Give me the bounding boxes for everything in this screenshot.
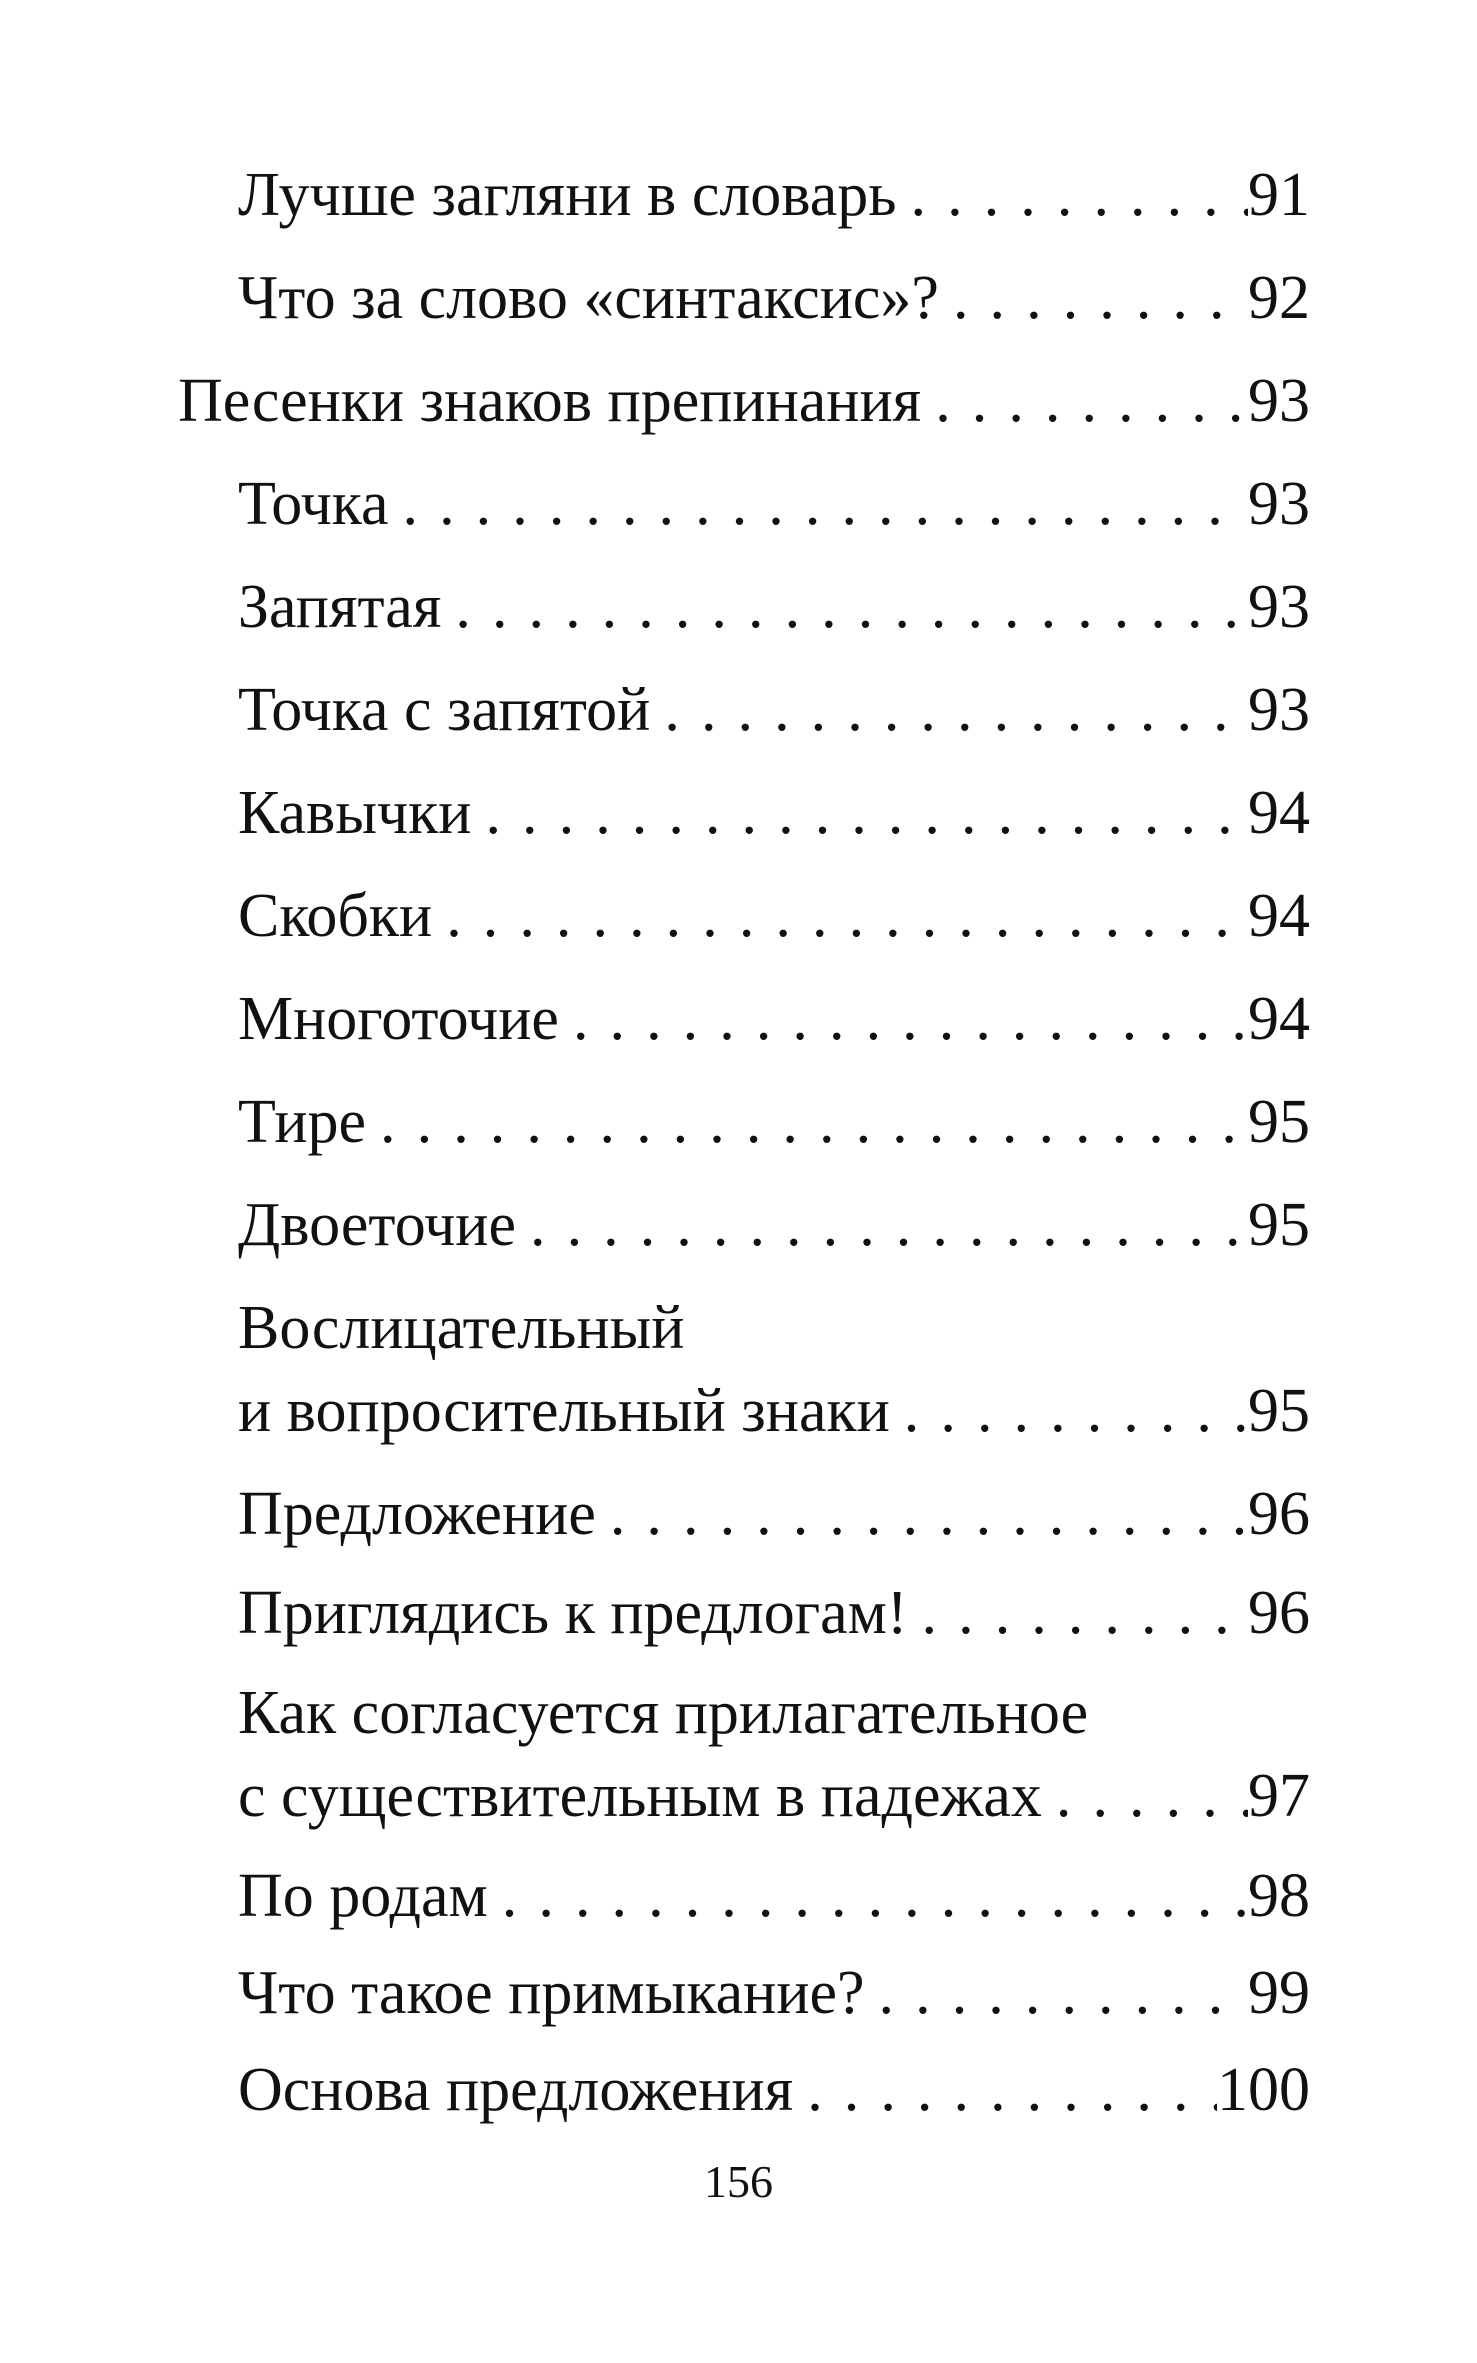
toc-entry-title: Тире	[238, 1088, 367, 1156]
toc-entry-page: 93	[1248, 470, 1310, 538]
dot-leader	[890, 1371, 1248, 1451]
toc-entry-title: Запятая	[238, 573, 442, 641]
dot-leader	[389, 464, 1249, 544]
toc-entry-title: Двоеточие	[238, 1191, 516, 1259]
toc-entry-title: Предложение	[238, 1480, 596, 1548]
toc-entry-page: 95	[1248, 1377, 1310, 1445]
toc-entry	[238, 876, 1310, 956]
toc-entry-page: 93	[1248, 367, 1310, 435]
toc-entry-title: По родам	[238, 1862, 488, 1930]
toc-entry-page: 96	[1248, 1579, 1310, 1647]
toc-entry-page: 94	[1248, 985, 1310, 1053]
toc-entry-title-line1: Как согласуется прилагательное	[238, 1679, 1089, 1747]
dot-leader	[471, 773, 1248, 853]
toc-entry-page: 99	[1248, 1959, 1310, 2027]
toc-entry-title: Точка	[238, 470, 389, 538]
dot-leader	[908, 1573, 1248, 1653]
dot-leader	[921, 361, 1248, 441]
toc-entry-title: Основа предложения	[238, 2056, 794, 2124]
page-number: 156	[704, 2156, 773, 2207]
toc-entry-title: Точка с запятой	[238, 676, 651, 744]
toc-entry	[238, 773, 1310, 853]
toc-entry-page: 93	[1248, 676, 1310, 744]
toc-entry-title: Кавычки	[238, 779, 472, 847]
toc-entry	[238, 1185, 1310, 1265]
toc-entry-title-line1: Вослицательный	[238, 1294, 685, 1362]
toc-entry-title: Лучше загляни в словарь	[238, 161, 897, 229]
toc-entry	[238, 1756, 1310, 1836]
dot-leader	[939, 258, 1248, 338]
toc-entry-title: с существительным в падежах	[238, 1762, 1042, 1830]
toc-entry	[238, 1856, 1310, 1936]
toc-entry	[238, 155, 1310, 235]
toc-section-entry	[178, 361, 1310, 441]
toc-entry-title: Скобки	[238, 882, 433, 950]
dot-leader	[596, 1474, 1248, 1554]
toc-entry	[238, 979, 1310, 1059]
dot-leader	[1042, 1756, 1248, 1836]
dot-leader	[865, 1953, 1248, 2033]
toc-entry	[238, 1573, 1310, 1653]
toc-entry	[238, 464, 1310, 544]
toc-entry	[238, 1953, 1310, 2033]
toc-entry	[238, 567, 1310, 647]
toc-entry-title: Приглядись к предлогам!	[238, 1579, 908, 1647]
toc-entry-title: Что такое примыкание?	[238, 1959, 865, 2027]
toc-entry	[238, 670, 1310, 750]
toc-entry-page: 95	[1248, 1088, 1310, 1156]
toc-entry-page: 96	[1248, 1480, 1310, 1548]
toc-entry-title: Многоточие	[238, 985, 559, 1053]
toc-section-title: Песенки знаков препинания	[178, 367, 922, 435]
dot-leader	[650, 670, 1248, 750]
dot-leader	[793, 2050, 1217, 2130]
toc-entry-page: 92	[1248, 264, 1310, 332]
toc-entry-page: 91	[1248, 161, 1310, 229]
toc-entry-page: 100	[1217, 2056, 1310, 2124]
toc-entry	[238, 2050, 1310, 2130]
toc-entry-page: 98	[1248, 1862, 1310, 1930]
toc-entry	[238, 1371, 1310, 1451]
toc-entry	[238, 1082, 1310, 1162]
dot-leader	[897, 155, 1248, 235]
toc-entry-page: 95	[1248, 1191, 1310, 1259]
toc-entry	[238, 258, 1310, 338]
dot-leader	[366, 1082, 1248, 1162]
dot-leader	[559, 979, 1248, 1059]
toc-entry-page: 94	[1248, 779, 1310, 847]
dot-leader	[432, 876, 1248, 956]
toc-entry-page: 94	[1248, 882, 1310, 950]
toc-entry-title: и вопросительный знаки	[238, 1377, 890, 1445]
dot-leader	[488, 1856, 1248, 1936]
toc-entry-page: 97	[1248, 1762, 1310, 1830]
toc-entry	[238, 1474, 1310, 1554]
dot-leader	[441, 567, 1248, 647]
toc-entry-page: 93	[1248, 573, 1310, 641]
toc-entry-title: Что за слово «синтаксис»?	[238, 264, 939, 332]
dot-leader	[516, 1185, 1248, 1265]
